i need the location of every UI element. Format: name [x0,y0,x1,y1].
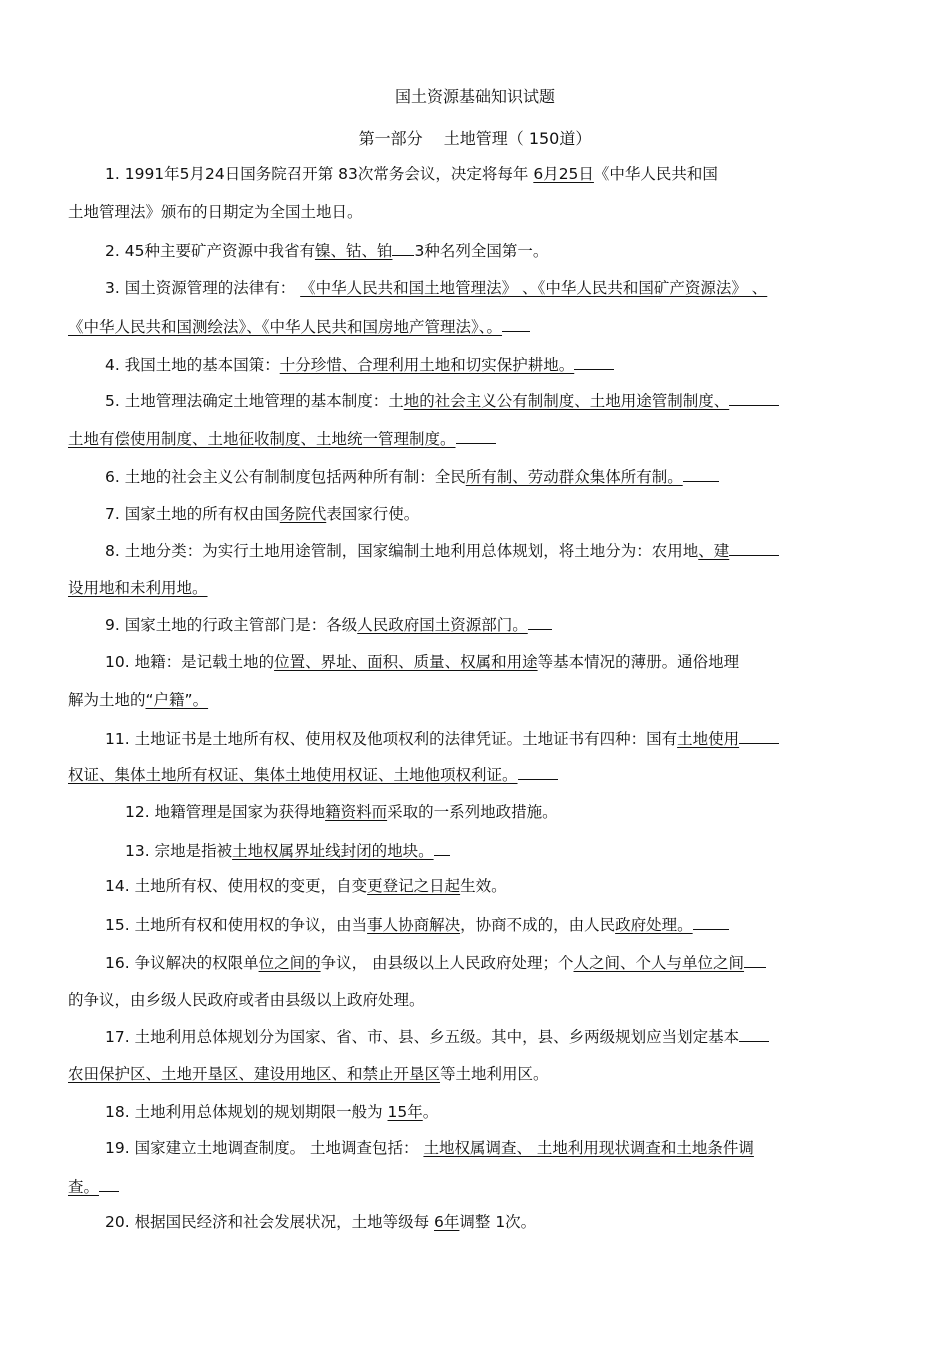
question-8: 8. 土地分类：为实行土地用途管制，国家编制土地利用总体规划，将土地分为：农用地、建 [105,539,779,562]
question-16-cont: 的争议，由乡级人民政府或者由县级以上政府处理。 [68,991,425,1009]
question-6: 6. 土地的社会主义公有制制度包括两种所有制：全民所有制、劳动群众集体所有制。 [105,465,719,488]
question-10: 10. 地籍：是记载土地的位置、界址、面积、质量、权属和用途等基本情况的薄册。通俗地理 [105,653,740,671]
question-9: 9. 国家土地的行政主管部门是：各级人民政府国土资源部门。 [105,613,552,636]
question-16: 16. 争议解决的权限单位之间的争议， 由县级以上人民政府处理；个人之间、个人与单位之间 [105,951,766,974]
question-5: 5. 土地管理法确定土地管理的基本制度：土地的社会主义公有制制度、土地用途管制制度、 [105,389,779,412]
question-10-cont: 解为土地的“户籍”。 [68,691,209,709]
question-14: 14. 土地所有权、使用权的变更，自变更登记之日起生效。 [105,877,507,895]
document-title: 国土资源基础知识试题 [394,87,555,106]
question-17-cont: 农田保护区、土地开垦区、建设用地区、和禁止开垦区等土地利用区。 [68,1065,549,1083]
question-15: 15. 土地所有权和使用权的争议，由当事人协商解决，协商不成的，由人民政府处理。 [105,913,729,936]
question-3-cont: 《中华人民共和国测绘法》、《中华人民共和国房地产管理法》、。 [68,315,530,338]
question-1-cont: 土地管理法》颁布的日期定为全国土地日。 [68,203,363,221]
question-4: 4. 我国土地的基本国策：十分珍惜、合理利用土地和切实保护耕地。 [105,353,614,376]
question-20: 20. 根据国民经济和社会发展状况，土地等级每 6年调整 1次。 [105,1213,537,1231]
question-13: 13. 宗地是指被土地权属界址线封闭的地块。 [125,839,450,862]
question-11-cont: 权证、集体土地所有权证、集体土地使用权证、土地他项权利证。 [68,763,558,786]
question-3: 3. 国土资源管理的法律有： 《中华人民共和国土地管理法》 、《中华人民共和国矿产资源法》 、 [105,279,768,297]
question-5-cont: 土地有偿使用制度、土地征收制度、土地统一管理制度。 [68,427,496,450]
question-11: 11. 土地证书是土地所有权、使用权及他项权利的法律凭证。土地证书有四种：国有土地使用 [105,727,779,750]
question-8-cont: 设用地和未利用地。 [68,579,208,597]
question-2: 2. 45种主要矿产资源中我省有镍、钴、铂 3种名列全国第一。 [105,239,548,262]
question-19-cont: 查。 [68,1175,119,1198]
question-12: 12. 地籍管理是国家为获得地籍资料而采取的一系列地政措施。 [125,803,558,821]
question-1: 1. 1991年5月24日国务院召开第 83次常务会议，决定将每年 6月25日《中华人民共和国 [105,165,718,183]
question-19: 19. 国家建立土地调查制度。 土地调查包括： 土地权属调查、 土地利用现状调查和土地条件调 [105,1139,754,1157]
question-18: 18. 土地利用总体规划的规划期限一般为 15年。 [105,1103,439,1121]
question-17: 17. 土地利用总体规划分为国家、省、市、县、乡五级。其中，县、乡两级规划应当划定基本 [105,1025,769,1048]
question-7: 7. 国家土地的所有权由国务院代表国家行使。 [105,505,420,523]
section-heading: 第一部分 土地管理（ 150道） [358,129,592,148]
